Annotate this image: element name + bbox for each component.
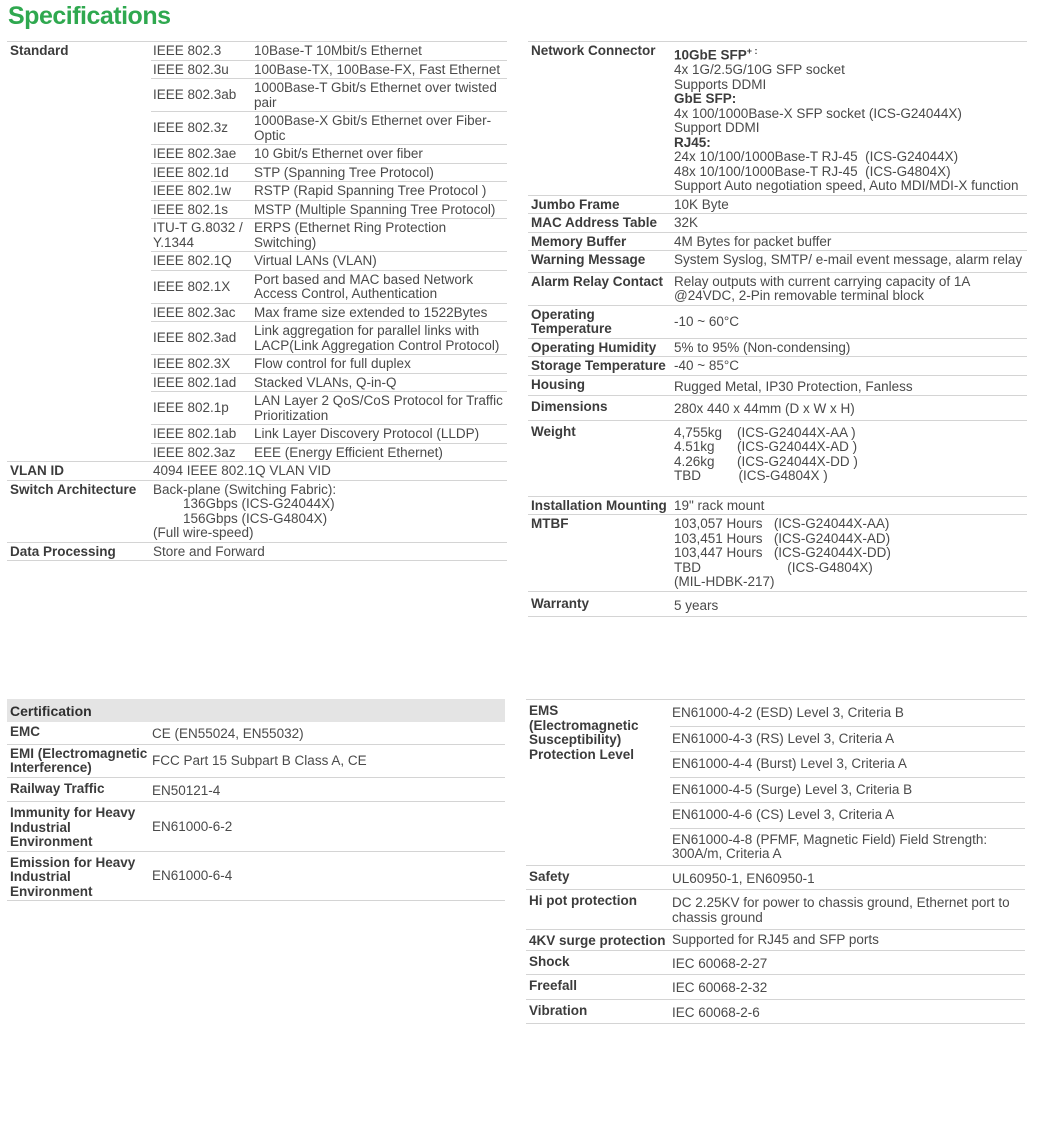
emission-label: Emission for Heavy Industrial Environment <box>7 851 150 901</box>
operating-humidity-value: 5% to 95% (Non-condensing) <box>672 338 1027 357</box>
shock-label: Shock <box>526 950 670 975</box>
network-label: Network Connector <box>528 42 672 196</box>
standard-code: IEEE 802.3ac <box>151 303 252 322</box>
storage-temperature-row <box>528 357 1027 376</box>
certification-section <box>7 699 505 901</box>
standard-code: IEEE 802.3az <box>151 443 252 462</box>
safety-row <box>526 865 1025 890</box>
operating-temperature-label: Operating Temperature <box>528 305 672 338</box>
dimensions-value: 280x 440 x 44mm (D x W x H) <box>672 396 1027 421</box>
standard-description: Flow control for full duplex <box>252 355 507 374</box>
network-line: 48x 10/100/1000Base-T RJ-45 (ICS-G4804X) <box>674 163 951 179</box>
warning-label: Warning Message <box>528 251 672 273</box>
hipot-value: DC 2.25KV for power to chassis ground, Ethernet port to chassis ground <box>670 890 1025 930</box>
vibration-value: IEC 60068-2-6 <box>670 999 1025 1024</box>
warranty-value: 5 years <box>672 591 1027 617</box>
standard-description: Link Layer Discovery Protocol (LLDP) <box>252 425 507 444</box>
mtbf-row <box>528 515 1027 592</box>
safety-label: Safety <box>526 865 670 890</box>
standard-description: MSTP (Multiple Spanning Tree Protocol) <box>252 200 507 219</box>
surge-value: Supported for RJ45 and SFP ports <box>670 930 1025 951</box>
hipot-row <box>526 890 1025 930</box>
housing-value: Rugged Metal, IP30 Protection, Fanless <box>672 375 1027 396</box>
network-row <box>528 42 1027 196</box>
operating-humidity-label: Operating Humidity <box>528 338 672 357</box>
hipot-label: Hi pot protection <box>526 890 670 930</box>
network-heading: RJ45: <box>674 134 711 150</box>
standard-label: Standard <box>7 42 151 462</box>
memory-value: 4M Bytes for packet buffer <box>672 232 1027 251</box>
standard-code: IEEE 802.3ad <box>151 322 252 355</box>
surge-row <box>526 930 1025 951</box>
operating-temperature-row <box>528 305 1027 338</box>
installation-value: 19" rack mount <box>672 496 1027 515</box>
freefall-label: Freefall <box>526 975 670 1000</box>
railway-row <box>7 777 505 802</box>
standard-section <box>7 41 507 561</box>
emi-row <box>7 744 505 777</box>
freefall-value: IEC 60068-2-32 <box>670 975 1025 1000</box>
standard-code: IEEE 802.1ad <box>151 373 252 392</box>
standard-code: IEEE 802.3ae <box>151 145 252 164</box>
vibration-label: Vibration <box>526 999 670 1024</box>
dimensions-row <box>528 396 1027 421</box>
housing-row <box>528 375 1027 396</box>
emission-value: EN61000-6-4 <box>150 851 505 901</box>
immunity-row <box>7 802 505 852</box>
mtbf-value <box>672 515 1027 592</box>
network-value <box>672 42 1027 196</box>
vibration-row <box>526 999 1025 1024</box>
vlan-value: 4094 IEEE 802.1Q VLAN VID <box>151 462 507 481</box>
shock-value: IEC 60068-2-27 <box>670 950 1025 975</box>
alarm-row <box>528 272 1027 305</box>
switch-value <box>151 480 507 542</box>
installation-label: Installation Mounting <box>528 496 672 515</box>
warranty-label: Warranty <box>528 591 672 617</box>
mtbf-line: 103,451 Hours (ICS-G24044X-AD) <box>674 530 891 546</box>
standard-row <box>7 42 507 61</box>
warning-value: System Syslog, SMTP/ e-mail event message, alarm relay <box>672 251 1027 273</box>
surge-label: 4KV surge protection <box>526 930 670 951</box>
standard-code: IEEE 802.3ab <box>151 79 252 112</box>
network-heading-text: 10GbE SFP <box>674 47 747 63</box>
data-processing-value: Store and Forward <box>151 542 507 561</box>
switch-row <box>7 480 507 542</box>
railway-label: Railway Traffic <box>7 777 150 802</box>
emission-row <box>7 851 505 901</box>
standard-code: ITU-T G.8032 / Y.1344 <box>151 219 252 252</box>
emi-value: FCC Part 15 Subpart B Class A, CE <box>150 744 505 777</box>
memory-row <box>528 232 1027 251</box>
storage-temperature-value: -40 ~ 85°C <box>672 357 1027 376</box>
emc-row <box>7 722 505 744</box>
standard-description: Max frame size extended to 1522Bytes <box>252 303 507 322</box>
standard-description: 1000Base-T Gbit/s Ethernet over twisted pair <box>252 79 507 112</box>
switch-label: Switch Architecture <box>7 480 151 542</box>
alarm-value: Relay outputs with current carrying capacity of 1A @24VDC, 2-Pin removable terminal block <box>672 272 1027 305</box>
housing-label: Housing <box>528 375 672 396</box>
standard-description: Virtual LANs (VLAN) <box>252 252 507 271</box>
mac-value: 32K <box>672 214 1027 233</box>
standard-code: IEEE 802.3z <box>151 112 252 145</box>
weight-line: TBD (ICS-G4804X ) <box>674 468 828 483</box>
standard-description: LAN Layer 2 QoS/CoS Protocol for Traffic Prioritization <box>252 392 507 425</box>
standard-code: IEEE 802.1d <box>151 163 252 182</box>
standard-code: IEEE 802.1p <box>151 392 252 425</box>
immunity-value: EN61000-6-2 <box>150 802 505 852</box>
hardware-section <box>528 41 1027 617</box>
standard-description: RSTP (Rapid Spanning Tree Protocol ) <box>252 182 507 201</box>
network-line: 4x 1G/2.5G/10G SFP socket <box>674 62 845 77</box>
standard-description: Link aggregation for parallel links with LACP(Link Aggregation Control Protocol) <box>252 322 507 355</box>
standard-description: Stacked VLANs, Q-in-Q <box>252 373 507 392</box>
standard-code: IEEE 802.1w <box>151 182 252 201</box>
vlan-label: VLAN ID <box>7 462 151 481</box>
network-heading: GbE SFP: <box>674 91 737 106</box>
standard-description: 1000Base-X Gbit/s Ethernet over Fiber-Optic <box>252 112 507 145</box>
standard-code: IEEE 802.1Q <box>151 252 252 271</box>
ems-row <box>526 700 1025 727</box>
weight-line: 4.51kg (ICS-G24044X-AD ) <box>674 439 858 454</box>
ems-value: EN61000-4-2 (ESD) Level 3, Criteria B <box>670 700 1025 727</box>
standard-code: IEEE 802.1ab <box>151 425 252 444</box>
installation-row <box>528 496 1027 515</box>
emc-value: CE (EN55024, EN55032) <box>152 726 304 741</box>
warranty-row <box>528 591 1027 617</box>
standard-code: IEEE 802.3u <box>151 60 252 79</box>
shock-row <box>526 950 1025 975</box>
network-line: 24x 10/100/1000Base-T RJ-45 (ICS-G24044X) <box>674 149 959 164</box>
standard-description: EEE (Energy Efficient Ethernet) <box>252 443 507 462</box>
standard-code: IEEE 802.3X <box>151 355 252 374</box>
ems-label: EMS (Electromagnetic Susceptibility) Protection Level <box>526 700 670 866</box>
protection-section <box>526 699 1025 1024</box>
mac-label: MAC Address Table <box>528 214 672 233</box>
mac-row <box>528 214 1027 233</box>
standard-code: IEEE 802.1X <box>151 270 252 303</box>
dimensions-label: Dimensions <box>528 396 672 421</box>
standard-code: IEEE 802.3 <box>151 42 252 61</box>
standard-description: 100Base-TX, 100Base-FX, Fast Ethernet <box>252 60 507 79</box>
weight-label: Weight <box>528 420 672 496</box>
jumbo-row <box>528 195 1027 214</box>
network-line: Support DDMI <box>674 120 760 135</box>
mtbf-line: (MIL-HDBK-217) <box>674 574 775 589</box>
switch-line: (Full wire-speed) <box>153 525 254 540</box>
mtbf-label: MTBF <box>528 515 672 592</box>
weight-row <box>528 420 1027 496</box>
switch-line: 156Gbps (ICS-G4804X) <box>153 510 328 526</box>
memory-label: Memory Buffer <box>528 232 672 251</box>
network-heading-sup: + : <box>746 46 758 56</box>
standard-description: 10Base-T 10Mbit/s Ethernet <box>252 42 507 61</box>
network-heading <box>674 44 1025 63</box>
standard-code: IEEE 802.1s <box>151 200 252 219</box>
operating-humidity-row <box>528 338 1027 357</box>
hardware-table <box>528 41 1027 617</box>
switch-line: 136Gbps (ICS-G24044X) <box>153 496 335 511</box>
ems-value: EN61000-4-3 (RS) Level 3, Criteria A <box>670 726 1025 752</box>
standard-description: ERPS (Ethernet Ring Protection Switching) <box>252 219 507 252</box>
certification-header: Certification <box>7 699 505 722</box>
page-title: Specifications <box>8 2 171 30</box>
standard-table <box>7 41 507 561</box>
weight-value <box>672 420 1027 496</box>
jumbo-value: 10K Byte <box>672 195 1027 214</box>
protection-table <box>526 699 1025 1024</box>
emi-label: EMI (Electromagnetic Interference) <box>7 744 150 777</box>
weight-line: 4.26kg (ICS-G24044X-DD ) <box>674 453 858 469</box>
standard-description: STP (Spanning Tree Protocol) <box>252 163 507 182</box>
network-line: Support Auto negotiation speed, Auto MDI/MDI-X function <box>674 178 1019 193</box>
ems-value: EN61000-4-4 (Burst) Level 3, Criteria A <box>670 752 1025 778</box>
mtbf-line: 103,447 Hours (ICS-G24044X-DD) <box>674 545 891 560</box>
ems-value: EN61000-4-6 (CS) Level 3, Criteria A <box>670 803 1025 829</box>
mtbf-line: TBD (ICS-G4804X) <box>674 559 873 575</box>
data-processing-label: Data Processing <box>7 542 151 561</box>
vlan-row <box>7 462 507 481</box>
network-line: 4x 100/1000Base-X SFP socket (ICS-G24044X) <box>674 105 962 121</box>
ems-value: EN61000-4-8 (PFMF, Magnetic Field) Field Strength: 300A/m, Criteria A <box>670 828 1025 865</box>
storage-temperature-label: Storage Temperature <box>528 357 672 376</box>
safety-value: UL60950-1, EN60950-1 <box>670 865 1025 890</box>
ems-value: EN61000-4-5 (Surge) Level 3, Criteria B <box>670 777 1025 803</box>
emc-label: EMC <box>10 724 40 739</box>
network-line: Supports DDMI <box>674 76 767 92</box>
warning-row <box>528 251 1027 273</box>
switch-line: Back-plane (Switching Fabric): <box>153 481 337 497</box>
operating-temperature-value: -10 ~ 60°C <box>672 305 1027 338</box>
immunity-label: Immunity for Heavy Industrial Environment <box>7 802 150 852</box>
freefall-row <box>526 975 1025 1000</box>
mtbf-line: 103,057 Hours (ICS-G24044X-AA) <box>674 516 890 531</box>
alarm-label: Alarm Relay Contact <box>528 272 672 305</box>
jumbo-label: Jumbo Frame <box>528 195 672 214</box>
certification-table <box>7 722 505 901</box>
standard-description: Port based and MAC based Network Access Control, Authentication <box>252 270 507 303</box>
standard-description: 10 Gbit/s Ethernet over fiber <box>252 145 507 164</box>
railway-value: EN50121-4 <box>150 777 505 802</box>
weight-line: 4,755kg (ICS-G24044X-AA ) <box>674 424 856 440</box>
data-processing-row <box>7 542 507 561</box>
